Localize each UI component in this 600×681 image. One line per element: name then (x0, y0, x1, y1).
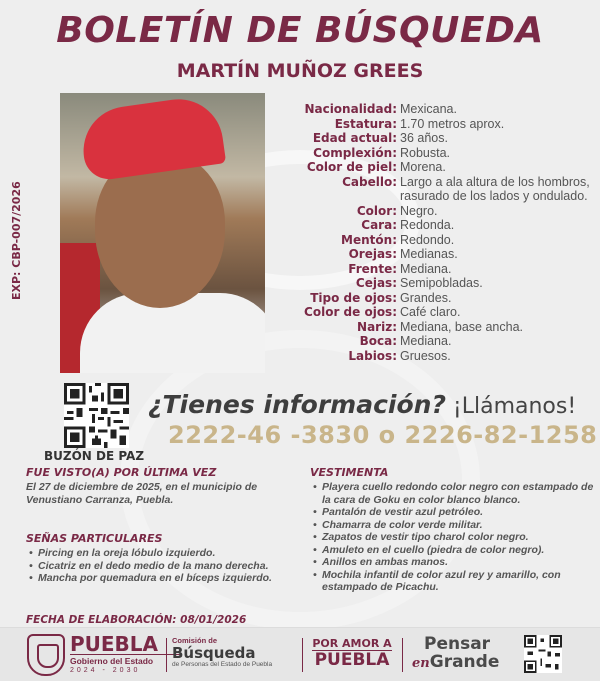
detail-label: Labios: (348, 348, 397, 363)
detail-value: Mediana, base ancha. (400, 319, 524, 334)
distinguishing-marks-title: SEÑAS PARTICULARES (26, 532, 163, 545)
detail-label: Nariz: (357, 319, 397, 334)
list-item: • Zapatos de vestir tipo charol color negro. (310, 531, 595, 544)
detail-row (290, 117, 590, 132)
buzon-de-paz-label: BUZÓN DE PAZ (43, 449, 145, 463)
pensar-en-grande-logo (412, 635, 512, 673)
por-amor-puebla-text: PUEBLA (312, 650, 392, 669)
detail-value: 1.70 metros aprox. (400, 116, 505, 131)
detail-value: Mediana. (400, 334, 452, 348)
en-grande-text (412, 653, 512, 673)
footer-logos (0, 627, 600, 681)
last-seen-text: El 27 de diciembre de 2025, en el municipio de Venustiano Carranza, Puebla. (26, 481, 258, 506)
clothing-section (310, 466, 595, 594)
puebla-logo-text: PUEBLA (70, 632, 159, 656)
detail-label: Edad actual: (312, 131, 397, 145)
detail-label: Color de piel: (306, 160, 397, 174)
list-item: • Pantalón de vestir azul petróleo. (310, 506, 595, 519)
footer-divider (302, 638, 303, 672)
footer-divider (166, 638, 167, 672)
detail-row (290, 262, 590, 277)
detail-row (290, 291, 590, 306)
case-number: EXP: CBP-007/2026 (10, 181, 23, 300)
detail-value: Semipobladas. (400, 276, 483, 290)
physical-description (290, 102, 590, 363)
detail-label: Cara: (361, 218, 397, 232)
detail-row (290, 320, 590, 335)
list-item: • Amuleto en el cuello (piedra de color negro). (310, 544, 595, 557)
detail-row (290, 204, 590, 219)
detail-value: Gruesos. (400, 348, 451, 363)
list-item: • Anillos en ambas manos. (310, 556, 595, 569)
detail-label: Tipo de ojos: (310, 290, 397, 305)
term-years: 2024 - 2030 (70, 667, 141, 674)
last-seen-title: FUE VISTO(A) POR ÚLTIMA VEZ (26, 466, 217, 479)
comision-busqueda-logo (172, 636, 302, 669)
detail-label: Cejas: (355, 276, 397, 290)
detail-value: Grandes. (400, 290, 452, 305)
list-item: • Chamarra de color verde militar. (310, 519, 595, 532)
detail-row (290, 305, 590, 320)
list-item: • Mancha por quemadura en el bíceps izquierdo. (26, 572, 316, 585)
detail-row (290, 349, 590, 364)
phone-numbers[interactable]: 2222-46 -3830 o 2226-82-1258 (168, 421, 598, 449)
bulletin-title: BOLETÍN DE BÚSQUEDA (56, 10, 544, 51)
detail-row (290, 247, 590, 262)
info-question (148, 390, 588, 420)
detail-value: Redondo. (400, 232, 455, 247)
buzon-qr-code-icon[interactable] (64, 383, 129, 448)
detail-label: Color de ojos: (304, 305, 397, 319)
detail-label: Color: (356, 203, 397, 218)
comision-main-text: Búsqueda (172, 644, 256, 662)
grande-text: Grande (429, 652, 500, 672)
detail-value: Mexicana. (400, 102, 457, 116)
detail-value: Medianas. (400, 247, 458, 261)
last-seen-section (26, 466, 296, 507)
detail-value: Negro. (400, 203, 438, 218)
detail-value: 36 años. (400, 131, 448, 145)
list-item: • Cicatriz en el dedo medio de la mano derecha. (26, 560, 316, 573)
en-text: en (412, 656, 430, 671)
list-item: • Mochila infantil de color azul rey y amarillo, con estampado de Picachu. (310, 569, 595, 594)
clothing-title: VESTIMENTA (310, 466, 389, 479)
pensar-text: Pensar (424, 634, 491, 654)
detail-value: Café claro. (400, 305, 461, 319)
detail-label: Mentón: (341, 232, 397, 247)
detail-row (290, 334, 590, 349)
missing-person-photo (60, 93, 265, 373)
comision-top-text: Comisión de (172, 636, 218, 645)
detail-label: Estatura: (334, 116, 397, 131)
detail-row (290, 233, 590, 248)
detail-label: Complexión: (313, 145, 397, 160)
distinguishing-marks-section (26, 532, 316, 585)
missing-person-name: MARTÍN MUÑOZ GREES (176, 60, 424, 82)
detail-row (290, 276, 590, 291)
detail-label: Nacionalidad: (304, 102, 397, 116)
comision-sub-text: de Personas del Estado de Puebla (172, 661, 273, 668)
detail-row (290, 218, 590, 233)
detail-row (290, 146, 590, 161)
call-us-text: ¡Llámanos! (452, 394, 577, 419)
detail-row (290, 102, 590, 117)
detail-label: Boca: (359, 334, 397, 348)
detail-label: Orejas: (348, 247, 397, 261)
detail-row (290, 160, 590, 175)
detail-label: Cabello: (342, 174, 397, 189)
detail-value: Redonda. (400, 218, 455, 232)
list-item: • Pircing en la oreja lóbulo izquierdo. (26, 547, 316, 560)
footer-divider (402, 638, 403, 672)
detail-value: Robusta. (400, 145, 451, 160)
list-item: • Playera cuello redondo color negro con estampado de la cara de Goku en color blanco blanco. (310, 481, 595, 506)
detail-value: Mediana. (400, 261, 452, 276)
state-seal-icon (27, 634, 65, 676)
creation-date: FECHA DE ELABORACIÓN: 08/01/2026 (26, 614, 247, 626)
footer-qr-code-icon[interactable] (524, 635, 562, 673)
detail-row (290, 175, 590, 204)
detail-value: Morena. (400, 160, 446, 174)
question-text: ¿Tienes información? (148, 390, 446, 419)
por-amor-text: POR AMOR A (312, 637, 392, 650)
detail-value: Largo a ala altura de los hombros, rasurado de los lados y ondulado. (400, 174, 590, 203)
por-amor-a-puebla-logo (312, 638, 392, 669)
detail-label: Frente: (348, 261, 397, 276)
puebla-government-logo (70, 634, 180, 675)
detail-row (290, 131, 590, 146)
gobierno-text: Gobierno del Estado (70, 654, 180, 666)
